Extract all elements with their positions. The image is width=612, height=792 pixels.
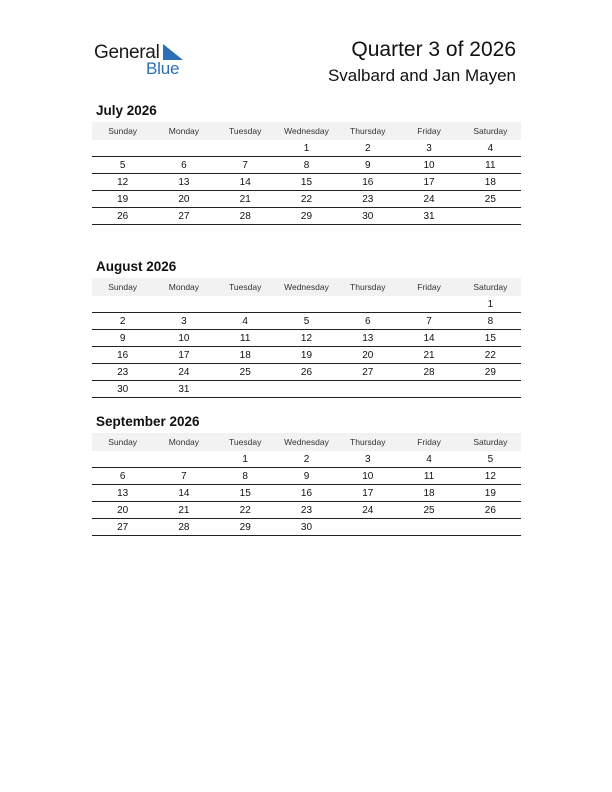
weekday-label: Wednesday: [276, 278, 337, 296]
day-cell: 27: [337, 364, 398, 381]
day-cell: 12: [276, 330, 337, 347]
day-cell: 29: [460, 364, 521, 381]
day-cell: 14: [215, 174, 276, 191]
weekday-label: Saturday: [460, 122, 521, 140]
day-cell: 3: [398, 140, 459, 157]
day-cell: 27: [153, 208, 214, 225]
day-cell: 25: [215, 364, 276, 381]
page-subtitle: Svalbard and Jan Mayen: [327, 66, 516, 85]
day-cell: 15: [460, 330, 521, 347]
day-cell: 15: [276, 174, 337, 191]
day-cell: 19: [92, 191, 153, 208]
week-row: [92, 519, 521, 536]
day-cell: 23: [92, 364, 153, 381]
day-cell: 23: [276, 502, 337, 519]
day-cell: 20: [92, 502, 153, 519]
day-cell: 9: [337, 157, 398, 174]
week-row: [92, 347, 521, 364]
day-cell: 11: [215, 330, 276, 347]
calendar-grid: [92, 433, 521, 536]
day-cell: 1: [276, 140, 337, 157]
day-cell: [337, 519, 398, 536]
weekday-label: Monday: [153, 433, 214, 451]
weekday-label: Tuesday: [215, 433, 276, 451]
day-cell: [215, 381, 276, 398]
day-cell: 24: [398, 191, 459, 208]
week-row: [92, 502, 521, 519]
day-cell: [460, 208, 521, 225]
day-cell: 5: [276, 313, 337, 330]
day-cell: 12: [92, 174, 153, 191]
day-cell: 2: [92, 313, 153, 330]
day-cell: [398, 519, 459, 536]
day-cell: 7: [215, 157, 276, 174]
day-cell: 26: [92, 208, 153, 225]
month-july: [92, 102, 521, 225]
day-cell: 13: [153, 174, 214, 191]
day-cell: 28: [153, 519, 214, 536]
day-cell: 7: [398, 313, 459, 330]
weekday-label: Sunday: [92, 278, 153, 296]
day-cell: 17: [337, 485, 398, 502]
day-cell: 16: [276, 485, 337, 502]
day-cell: 17: [398, 174, 459, 191]
weekday-label: Wednesday: [276, 433, 337, 451]
weekday-label: Friday: [398, 122, 459, 140]
day-cell: 22: [215, 502, 276, 519]
day-cell: 8: [276, 157, 337, 174]
day-cell: 20: [153, 191, 214, 208]
week-row: [92, 191, 521, 208]
day-cell: 16: [337, 174, 398, 191]
month-august: [92, 258, 521, 398]
day-cell: 27: [92, 519, 153, 536]
day-cell: 4: [398, 451, 459, 468]
day-cell: 1: [215, 451, 276, 468]
day-cell: 5: [92, 157, 153, 174]
day-cell: 18: [398, 485, 459, 502]
day-cell: 8: [215, 468, 276, 485]
weekday-header-row: [92, 433, 521, 451]
day-cell: [398, 381, 459, 398]
day-cell: 31: [398, 208, 459, 225]
day-cell: 6: [92, 468, 153, 485]
day-cell: 26: [460, 502, 521, 519]
day-cell: 3: [153, 313, 214, 330]
week-row: [92, 157, 521, 174]
day-cell: 13: [337, 330, 398, 347]
day-cell: 31: [153, 381, 214, 398]
day-cell: 14: [398, 330, 459, 347]
week-row: [92, 208, 521, 225]
day-cell: 28: [215, 208, 276, 225]
weekday-label: Thursday: [337, 122, 398, 140]
day-cell: 30: [92, 381, 153, 398]
day-cell: 2: [276, 451, 337, 468]
weekday-label: Tuesday: [215, 122, 276, 140]
day-cell: [153, 140, 214, 157]
day-cell: 21: [215, 191, 276, 208]
day-cell: 28: [398, 364, 459, 381]
week-row: [92, 364, 521, 381]
day-cell: 12: [460, 468, 521, 485]
week-row: [92, 381, 521, 398]
weekday-label: Wednesday: [276, 122, 337, 140]
day-cell: 29: [215, 519, 276, 536]
day-cell: 30: [276, 519, 337, 536]
day-cell: 6: [153, 157, 214, 174]
day-cell: 10: [337, 468, 398, 485]
month-title: July 2026: [96, 103, 157, 118]
day-cell: 6: [337, 313, 398, 330]
day-cell: 13: [92, 485, 153, 502]
day-cell: 25: [460, 191, 521, 208]
day-cell: 14: [153, 485, 214, 502]
day-cell: 22: [276, 191, 337, 208]
day-cell: 1: [460, 296, 521, 313]
day-cell: 5: [460, 451, 521, 468]
weekday-label: Sunday: [92, 122, 153, 140]
day-cell: 19: [460, 485, 521, 502]
day-cell: [337, 296, 398, 313]
day-cell: 7: [153, 468, 214, 485]
week-row: [92, 468, 521, 485]
day-cell: 21: [398, 347, 459, 364]
day-cell: 10: [398, 157, 459, 174]
logo-blue-text: Blue: [146, 59, 180, 78]
day-cell: 22: [460, 347, 521, 364]
day-cell: 11: [398, 468, 459, 485]
day-cell: [92, 296, 153, 313]
day-cell: 18: [460, 174, 521, 191]
weekday-label: Saturday: [460, 433, 521, 451]
week-row: [92, 485, 521, 502]
day-cell: 10: [153, 330, 214, 347]
day-cell: 24: [337, 502, 398, 519]
calendar-grid: [92, 122, 521, 225]
day-cell: 9: [92, 330, 153, 347]
day-cell: 21: [153, 502, 214, 519]
weekday-label: Sunday: [92, 433, 153, 451]
week-row: [92, 451, 521, 468]
day-cell: 17: [153, 347, 214, 364]
weekday-label: Thursday: [337, 278, 398, 296]
day-cell: 18: [215, 347, 276, 364]
day-cell: 26: [276, 364, 337, 381]
day-cell: 8: [460, 313, 521, 330]
logo: [94, 40, 194, 80]
day-cell: [337, 381, 398, 398]
week-row: [92, 174, 521, 191]
day-cell: [215, 296, 276, 313]
day-cell: 2: [337, 140, 398, 157]
weekday-label: Monday: [153, 122, 214, 140]
day-cell: 20: [337, 347, 398, 364]
week-row: [92, 296, 521, 313]
day-cell: 25: [398, 502, 459, 519]
day-cell: 30: [337, 208, 398, 225]
day-cell: [276, 381, 337, 398]
weekday-label: Monday: [153, 278, 214, 296]
day-cell: [92, 140, 153, 157]
month-title: August 2026: [96, 259, 177, 274]
logo-flag-icon: [163, 44, 183, 60]
day-cell: [460, 519, 521, 536]
day-cell: 16: [92, 347, 153, 364]
day-cell: 9: [276, 468, 337, 485]
day-cell: [153, 451, 214, 468]
week-row: [92, 313, 521, 330]
weekday-label: Friday: [398, 278, 459, 296]
logo-general-text: General: [94, 42, 160, 63]
weekday-header-row: [92, 278, 521, 296]
calendar-grid: [92, 278, 521, 398]
day-cell: 4: [215, 313, 276, 330]
day-cell: [92, 451, 153, 468]
weekday-label: Tuesday: [215, 278, 276, 296]
page-title: Quarter 3 of 2026: [351, 38, 516, 61]
day-cell: 4: [460, 140, 521, 157]
day-cell: 15: [215, 485, 276, 502]
weekday-header-row: [92, 122, 521, 140]
week-row: [92, 140, 521, 157]
day-cell: [398, 296, 459, 313]
day-cell: 23: [337, 191, 398, 208]
day-cell: [215, 140, 276, 157]
day-cell: 11: [460, 157, 521, 174]
day-cell: [276, 296, 337, 313]
weekday-label: Saturday: [460, 278, 521, 296]
day-cell: 24: [153, 364, 214, 381]
month-title: September 2026: [96, 414, 200, 429]
day-cell: 29: [276, 208, 337, 225]
month-september: [92, 413, 521, 536]
day-cell: [153, 296, 214, 313]
week-row: [92, 330, 521, 347]
day-cell: [460, 381, 521, 398]
day-cell: 3: [337, 451, 398, 468]
weekday-label: Thursday: [337, 433, 398, 451]
weekday-label: Friday: [398, 433, 459, 451]
day-cell: 19: [276, 347, 337, 364]
